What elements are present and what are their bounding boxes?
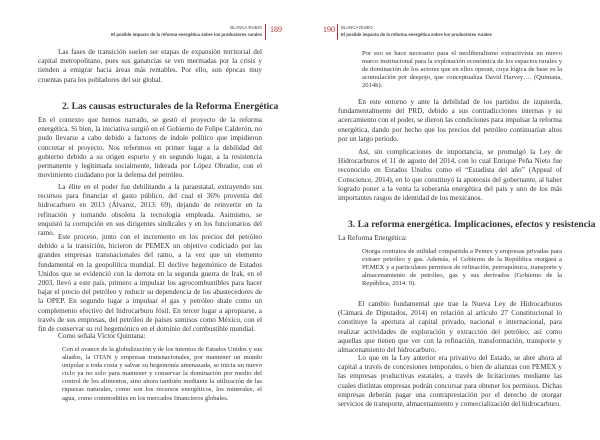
block-quote: Otorga contratos de utilidad compartida a Pemex y empresas privadas para extraer petróleo y gas. Además, el Gobierno de la República otorgará a PEMEX y a particulares permisos de refinación, petroquímica, transporte y almacenamiento de petróleo, gas y sus derivados (Gobierno de la República, 2014: 9). [362, 248, 562, 288]
block-quote: Por eso se hace necesario para el neoliberalismo extractivista un nuevo marco institucional para la explotación económica de los espacios rurales y de dominación de los actores que en ellos operan, cuya lógica de base es la acumulación por despojo, que conceptualiza David Harvey…. (Quintana, 2014b). [362, 50, 562, 90]
page-number: 190 [323, 25, 335, 34]
header-title: El posible impacto de la reforma energética sobre los productores rurales [341, 32, 492, 37]
running-header [341, 24, 561, 38]
page-number: 189 [270, 25, 282, 34]
running-header [60, 24, 262, 38]
paragraph: La élite en el poder fue debilitando a la paraestatal, extrayendo sus recursos para financiar el gasto público, del cual el 36% provenía del hidrocarburo en 2013 (Álvarez, 2013: 69), dejando de reinvertir en la refinación y tornando obsoleta la tecnología empleada. Asimismo, se enquistó la corrupción en sus dirigentes sindicales y en los funcionarios del ramo. [38, 183, 262, 238]
header-title: El posible impacto de la reforma energética sobre los productores rurales [111, 32, 262, 37]
paragraph: Como señala Víctor Quintana: [58, 332, 146, 340]
paragraph: Lo que en la Ley anterior era privativo del Estado, se abre ahora al capital a través de concesiones temporales, o bien de alianzas con PEMEX y las empresas productivas estatales, a través de licitaciones mediante las cuales distintas empresas podrán concursar para obtener los permisos. Dichas empresas deberán pagar una contraprestación por el derecho de otorgar servicios de transporte, almacenamiento y comercialización del hidrocarburo. [338, 354, 562, 409]
paragraph: Así, sin complicaciones de importancia, se promulgó la Ley de Hidrocarburos el 11 de agosto del 2014, con lo cual Enrique Peña Nieto fue reconocido en Estados Unidos como el “Estadista del año” (Appeal of Conscience, 2014), en lo que constituyó la apoteosis del gobernante, al haber logrado poner a la venta la soberanía energética del país y uno de los más importantes rasgos de identidad de los mexicanos. [338, 148, 562, 203]
paragraph: En el contexto que hemos narrado, se gestó el proyecto de la reforma energética. Si bien, la iniciativa surgió en el Gobierno de Felipe Calderón, no pudo llevarse a cabo debido a factores de índole político que impidieron concretar el proyecto. Nos referimos en primer lugar a la debilidad del gobierno debido a su origen espurio y en segundo lugar, a la resistencia permanente y legitimada socialmente, liderada por López Obrador, con el movimiento ciudadano por la defensa del petróleo. [38, 116, 262, 180]
header-divider [337, 24, 338, 40]
block-quote: Con el avance de la globalización y de los intentos de Estados Unidos y sus aliados, la OTAN y empresas transnacionales, por mantener un mundo unipolar a toda costa y salvar su hegemonía amenazada, se inicia un nuevo ciclo ya no solo para mantener y conservar la dominación por medio del control de los alimentos, sino ahora también mediante la utilización de las riquezas naturales, como son los recursos energéticos, los minerales, el agua, como commodities en los mercados financieros globales. [62, 346, 262, 402]
section-heading: 3. La reforma energética. Implicaciones, efectos y resistencia [348, 219, 596, 230]
paragraph: La Reforma Energética: [338, 234, 407, 242]
paragraph: El cambio fundamental que trae la Nueva Ley de Hidrocarburos (Cámara de Diputados, 2014) en relación al artículo 27 Constitucional lo constituye la apertura al capital privado, nacional e internacional, para realizar actividades de exploración y extracción del petróleo, así como aquellas que tienen que ver con la refinación, transformación, transporte y almacenamiento del hidrocarburo. [338, 300, 562, 355]
paragraph: En este entorno y ante la debilidad de los partidos de izquierda, fundamentalmente del PRD, debido a sus contradicciones internas y su acercamiento con el poder, se dieron las condiciones para impulsar la reforma energética, dando por hecho que los precios del petróleo continuarían altos por un largo periodo. [338, 98, 562, 143]
paragraph: Este proceso, junto con el incremento en los precios del petróleo debido a la transición, hicieron de PEMEX un objetivo codiciado por las grandes empresas transnacionales del ramo, a la vez que un elemento fundamental en la geopolítica mundial. El declive hegemónico de Estados Unidos que se evidenció con la derrota en la segunda guerra de Irak, en el 2003, llevó a este país, primero a impulsar los agrocombustibles para hacer bajar el precio del petróleo y reducir su dependencia de los abastecedores de la OPEP. En segundo lugar a impulsar el gas y petróleo shale como un complemento efectivo del hidrocarburo fósil. En tercer lugar a apropiarse, a través de sus empresas, del petróleo de países sumisos como México, con el fin de conservar su rol hegemónico en el dominio del combustible mundial. [38, 233, 262, 334]
right-page [300, 0, 600, 440]
header-author: BLANCA RUBIO [230, 25, 262, 30]
header-author: BLANCA RUBIO [341, 25, 373, 30]
section-heading: 2. Las causas estructurales de la Reforma Energética [62, 101, 279, 112]
header-divider [265, 24, 266, 40]
paragraph: Las fases de transición suelen ser etapas de expansión territorial del capital metropolitano, pues sus ganancias se ven mermadas por la crisis y tienden a emigrar hacia áreas más rentables. Por ello, son épocas muy cruentas para los pobladores del sur global. [38, 48, 262, 84]
